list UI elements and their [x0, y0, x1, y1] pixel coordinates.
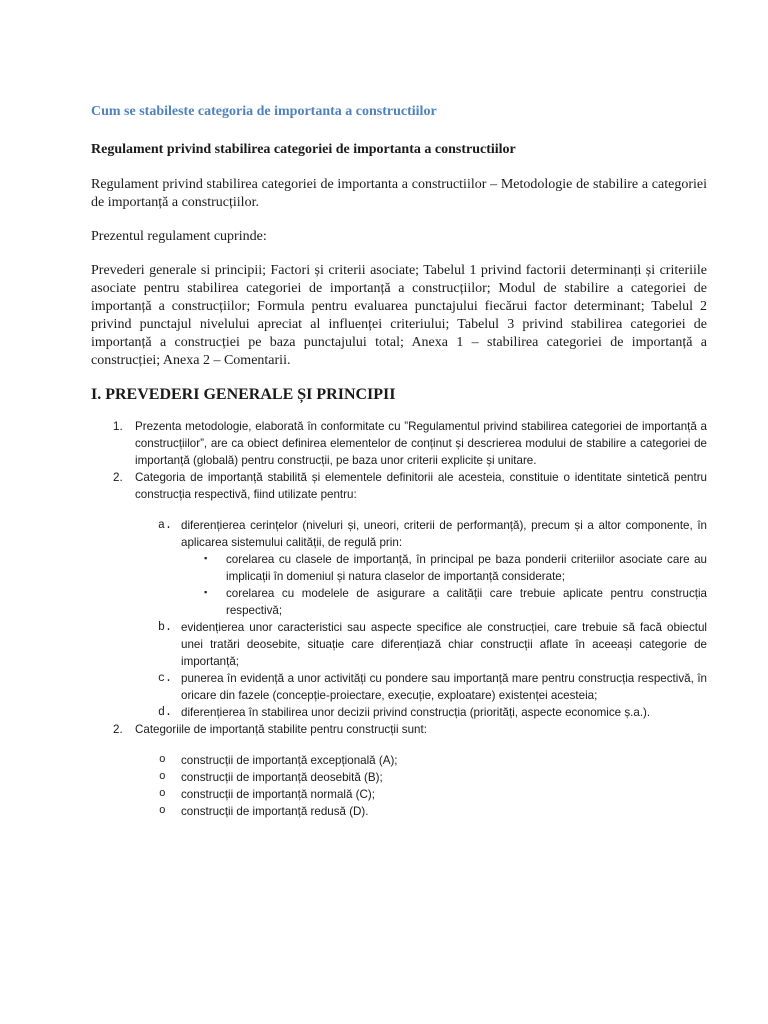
list-item-text: Categoriile de importanță stabilite pentru construcții sunt: — [135, 723, 427, 736]
category-list — [91, 752, 707, 820]
list-marker: 2. — [113, 471, 123, 484]
letter-marker: d. — [158, 706, 172, 719]
circle-bullet-icon: o — [159, 805, 166, 817]
list-marker: 2. — [113, 723, 123, 736]
lettered-item — [91, 619, 707, 670]
document-page — [91, 104, 707, 820]
circle-bullet-icon: o — [159, 788, 166, 800]
bullet-item-text: corelarea cu clasele de importanță, în principal pe baza ponderii criteriilor asociate care au implicații în domeniul și natura claselor de importanță considerate; — [226, 553, 707, 583]
document-subtitle: Regulament privind stabilirea categoriei de importanta a constructiilor — [91, 142, 516, 157]
bullet-item-text: corelarea cu modelele de asigurare a calității care trebuie aplicate pentru construcția respectivă; — [226, 587, 707, 617]
lettered-list — [91, 517, 707, 721]
list-item — [91, 469, 707, 721]
list-item — [91, 418, 707, 469]
square-bullet-icon: ▪ — [203, 588, 209, 598]
document-title: Cum se stabileste categoria de importanta a constructiilor — [91, 104, 437, 119]
category-item — [91, 786, 707, 803]
contents-paragraph: Prevederi generale si principii; Factori și criterii asociate; Tabelul 1 privind factorii determinanți și criteriile asociate pentru stabilirea categoriei de importanță a construcțiilor; Modul de stabilire a categoriei de importanță a construcțiilor; Formula pentru evaluarea punctajului fiecărui factor determinant; Tabelul 2 privind punctajul nivelului apreciat al influenței criteriului; Tabelul 3 privind stabilirea categoriei de importanță a construcției pe baza punctajului total; Anexa 1 – stabilirea categoriei de importanță a construcției; Anexa 2 – Comentarii. — [91, 263, 707, 368]
lettered-item-text: diferențierea în stabilirea unor decizii privind construcția (priorități, aspecte economice ș.a.). — [181, 706, 651, 719]
category-item — [91, 803, 707, 820]
category-item — [91, 752, 707, 769]
list-item — [91, 721, 707, 820]
lettered-item — [91, 517, 707, 619]
lettered-item — [91, 670, 707, 704]
list-marker: 1. — [113, 420, 123, 433]
lettered-item — [91, 704, 707, 721]
bullet-list — [91, 551, 707, 619]
circle-bullet-icon: o — [159, 754, 166, 766]
intro-paragraph: Regulament privind stabilirea categoriei de importanta a constructiilor – Metodologie de stabilire a categoriei de importanță a construcțiilor. — [91, 177, 707, 210]
category-text: construcții de importanță normală (C); — [181, 788, 375, 801]
letter-marker: a. — [158, 519, 172, 532]
lettered-item-text: punerea în evidență a unor activități cu pondere sau importanță mare pentru construcția respectivă, în oricare din fazele (concepție-proiectare, execuție, exploatare) existenței acesteia; — [181, 672, 707, 702]
category-text: construcții de importanță redusă (D). — [181, 805, 369, 818]
contents-label: Prezentul regulament cuprinde: — [91, 229, 267, 244]
category-text: construcții de importanță deosebită (B); — [181, 771, 383, 784]
list-item-text: Prezenta metodologie, elaborată în conformitate cu ”Regulamentul privind stabilirea categoriei de importanță a construcțiilor”, are ca obiect definirea elementelor de conținut și descrierea modului de stabilire a categoriei de importanță (globală) pentru construcții, pe baza unor criterii explicite și unitare. — [135, 420, 707, 467]
lettered-item-text: evidențierea unor caracteristici sau aspecte specifice ale construcției, care trebuie să facă obiectul unei tratări deosebite, situație care diferențiază chiar construcții aflate în aceeași categorie de importanță; — [181, 621, 707, 668]
list-item-text: Categoria de importanță stabilită și elementele definitorii ale acesteia, constituie o identitate sintetică pentru construcția respectivă, fiind utilizate pentru: — [135, 471, 707, 501]
circle-bullet-icon: o — [159, 771, 166, 783]
bullet-item — [91, 551, 707, 585]
category-text: construcții de importanță excepțională (A); — [181, 754, 398, 767]
lettered-item-text: diferențierea cerințelor (niveluri și, uneori, criterii de performanță), precum și a altor componente, în aplicarea sistemului calității, de regulă prin: — [181, 519, 707, 549]
numbered-list — [91, 418, 707, 820]
section-heading: I. PREVEDERI GENERALE ȘI PRINCIPII — [91, 386, 396, 403]
bullet-item — [91, 585, 707, 619]
square-bullet-icon: ▪ — [203, 554, 209, 564]
letter-marker: b. — [158, 621, 172, 634]
category-item — [91, 769, 707, 786]
letter-marker: c. — [158, 672, 172, 685]
